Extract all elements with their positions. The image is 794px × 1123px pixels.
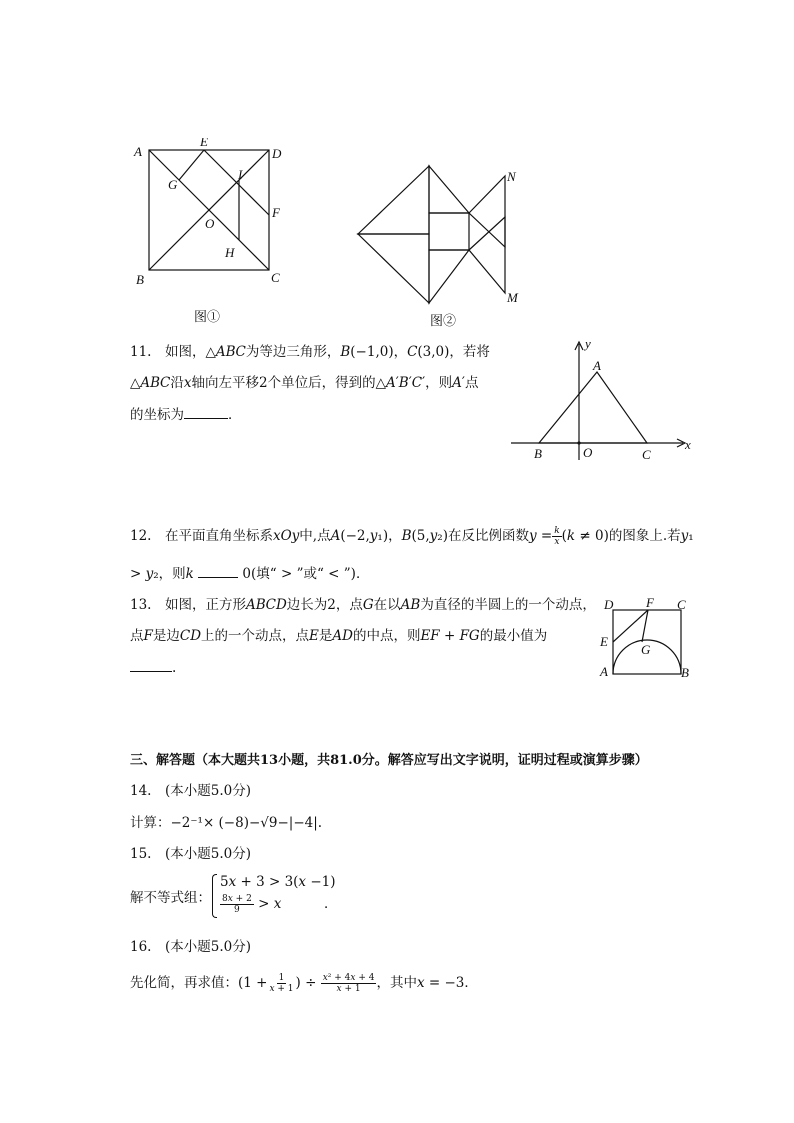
fig1-label-G: G	[168, 177, 178, 192]
q15-prefix: 解不等式组：	[130, 890, 211, 906]
q11-coordinate-graph	[505, 336, 700, 466]
q11-label-x: x	[685, 437, 691, 452]
q11-label-A: A	[593, 358, 601, 373]
q12-frac-num: 𝑘	[554, 526, 560, 536]
q12-line-1-end: (𝑘 ≠ 0)的图象上.若𝑦₁	[561, 528, 694, 544]
q15-ineq2-rest: > 𝑥	[258, 896, 282, 912]
q15-inequality-1: 5𝑥 + 3 > 3(𝑥 −1)	[220, 874, 336, 890]
q13-label-B: B	[681, 665, 689, 680]
fig2-tail-upper	[469, 176, 505, 247]
q11-triangle-abc	[539, 372, 647, 443]
q16-frac2-den: 𝑥 + 1	[336, 984, 361, 994]
q12-line-2-text: > 𝑦₂，则𝑘	[130, 566, 194, 582]
q13-square-semicircle-figure	[595, 596, 700, 682]
q16-mid: ) ÷	[295, 975, 317, 991]
q15-end-mark: ．	[324, 896, 338, 912]
fig1-label-C: C	[271, 270, 280, 285]
q11-line-3-text: 的坐标为	[130, 407, 184, 423]
q11-line-3	[130, 404, 242, 425]
q14-header: 14. (本小题5.0分)	[130, 783, 251, 799]
fig1-label-E: E	[200, 138, 208, 149]
q12-frac-den: 𝑥	[554, 537, 560, 547]
q11-origin-dot	[577, 441, 580, 444]
q12-line-1-text: 12. 在平面直角坐标系𝑥𝑂𝑦中,点𝐴(−2,𝑦₁)，𝐵(5,𝑦₂)在反比例函数𝑦 =	[130, 528, 553, 544]
figure-1-tangram-square	[128, 138, 293, 328]
q13-line-1: 13. 如图，正方形𝐴𝐵𝐶𝐷边长为2，点𝐺在以𝐴𝐵为直径的半圆上的一个动点，	[130, 597, 596, 613]
q13-label-G: G	[641, 642, 651, 657]
q16-prefix: 先化简，再求值：(1 +	[130, 975, 268, 991]
q13-line-3-end: .	[172, 660, 177, 676]
q15-inequality-2	[220, 894, 281, 915]
fig1-label-A: A	[134, 144, 142, 159]
fig1-line-ge	[179, 150, 204, 180]
q11-label-y: y	[585, 336, 591, 351]
fig2-label-M: M	[507, 290, 518, 305]
q16-frac1-num: 1	[278, 973, 285, 983]
q12-line-2-end: 0(填“ > ”或“ < ”)．	[242, 566, 370, 582]
q13-label-C: C	[677, 597, 686, 612]
q13-label-E: E	[600, 634, 608, 649]
q16-header: 16. (本小题5.0分)	[130, 939, 251, 955]
q11-label-B: B	[534, 446, 542, 461]
q11-line-2: △𝐴𝐵𝐶沿𝑥轴向左平移2个单位后，得到的△𝐴′𝐵′𝐶′，则𝐴′点	[130, 375, 479, 391]
q11-line-1: 11. 如图，△𝐴𝐵𝐶为等边三角形，𝐵(−1,0)，𝐶(3,0)，若将	[130, 344, 490, 360]
fig2-body-lower	[429, 250, 469, 303]
q15-frac-num: 8𝑥 + 2	[222, 894, 252, 904]
q13-label-D: D	[604, 597, 614, 612]
q15-frac-den: 9	[234, 905, 240, 915]
fig1-label-F: F	[272, 205, 280, 220]
fig2-label-N: N	[507, 169, 516, 184]
fig1-label-O: O	[205, 216, 215, 231]
q14-body: 计算：−2⁻¹× (−8)−√9−|−4|.	[130, 815, 323, 831]
fig2-body-upper	[429, 166, 469, 213]
q16-frac1-den: 𝑥 + 1	[269, 984, 294, 994]
fig2-caption: 图②	[430, 313, 457, 328]
fig1-label-I: I	[238, 167, 243, 182]
q13-label-F: F	[646, 596, 654, 610]
q12-line-2	[130, 563, 369, 584]
q16-fraction-2	[321, 973, 377, 994]
q11-label-C: C	[642, 447, 651, 462]
q16-fraction-1	[267, 973, 295, 994]
fig2-head-upper	[358, 166, 429, 234]
q12-line-1	[130, 526, 694, 547]
fig2-body-square	[429, 213, 469, 250]
fig2-head-lower	[358, 234, 429, 303]
fig1-label-D: D	[272, 146, 282, 161]
q16-frac2-num: 𝑥² + 4𝑥 + 4	[322, 973, 375, 983]
q15-fraction	[220, 894, 254, 915]
q11-answer-blank[interactable]	[184, 404, 228, 419]
q13-label-A: A	[600, 664, 608, 679]
q13-line-3	[130, 657, 176, 678]
fig2-tail-lower	[469, 217, 505, 293]
fig1-label-B: B	[136, 272, 144, 287]
q12-fraction-k-over-x	[552, 526, 561, 547]
figure-2-tangram-fish	[350, 160, 530, 332]
fig1-caption: 图①	[194, 309, 221, 324]
q16-body	[130, 973, 478, 994]
q13-line-2: 点𝐹是边𝐶𝐷上的一个动点，点𝐸是𝐴𝐷的中点，则𝐸𝐹 + 𝐹𝐺的最小值为	[130, 628, 548, 644]
q11-label-O: O	[583, 445, 593, 460]
q16-suffix: ，其中𝑥 = −3．	[376, 975, 478, 991]
q11-line-3-end: ．	[228, 407, 242, 423]
fig1-label-H: H	[225, 245, 235, 260]
q12-answer-blank[interactable]	[198, 563, 238, 578]
q15-system-brace	[212, 874, 217, 918]
section-3-heading: 三、解答题（本大题共13小题，共81.0分。解答应写出文字说明，证明过程或演算步骤）	[130, 753, 648, 768]
q13-answer-blank[interactable]	[130, 657, 172, 672]
q15-header: 15. (本小题5.0分)	[130, 846, 251, 862]
